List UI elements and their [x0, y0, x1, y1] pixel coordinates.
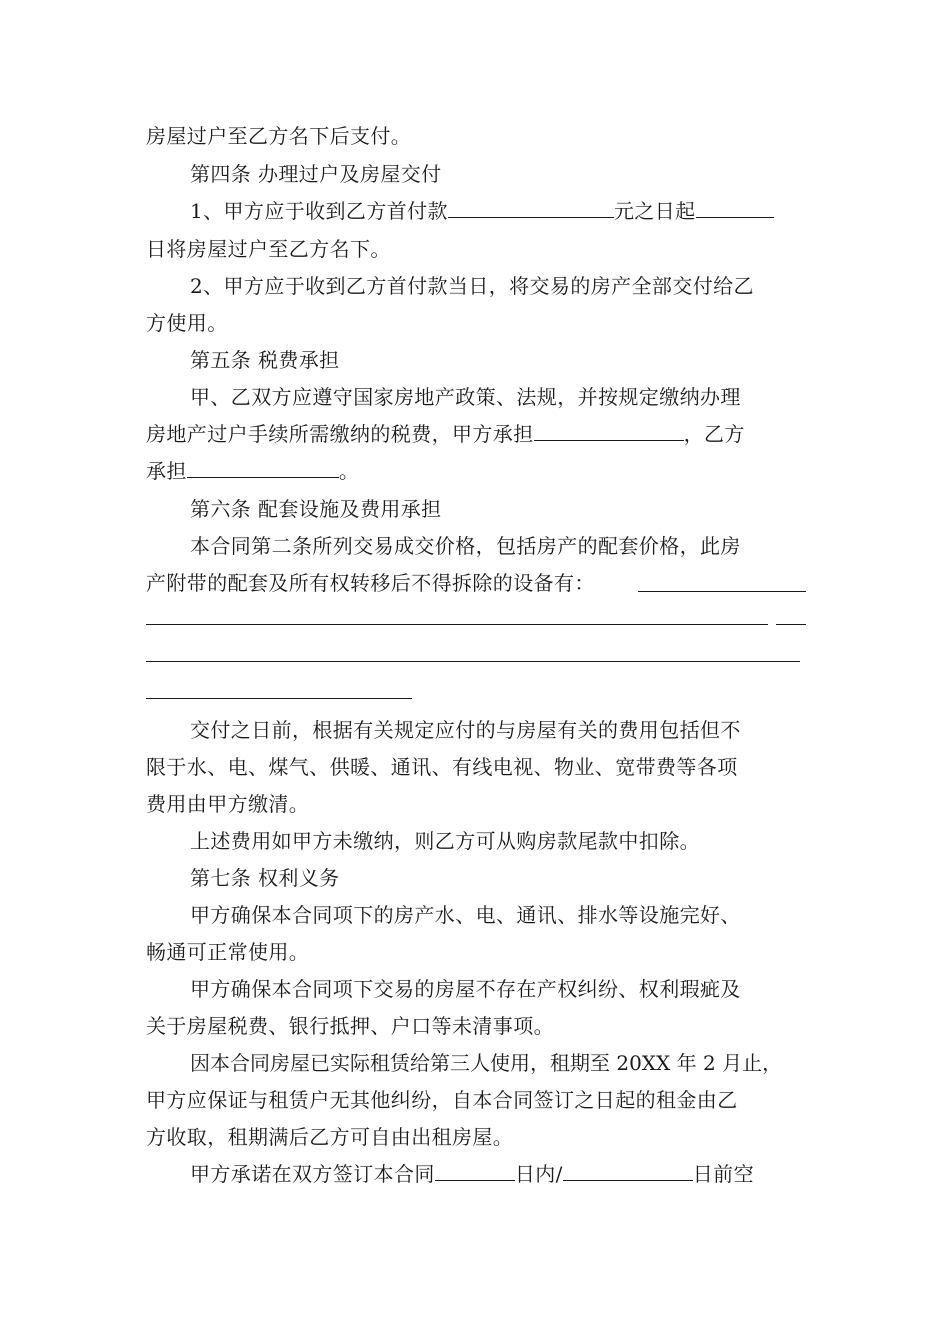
text-run: 关于房屋税费、银行抵押、户口等未清事项。 [146, 1014, 554, 1038]
text-run: 第六条 配套设施及费用承担 [190, 497, 442, 521]
text-line [190, 716, 741, 744]
article-heading [190, 864, 340, 892]
fill-blank [146, 624, 768, 625]
text-run: 甲方确保本合同项下的房产水、电、通讯、排水等设施完好、 [190, 903, 741, 927]
text-run: 承担 [146, 459, 187, 483]
text-run: 产附带的配套及所有权转移后不得拆除的设备有： [146, 571, 595, 595]
text-line [146, 309, 228, 337]
fill-blank [187, 457, 339, 478]
text-run: 日前空 [692, 1162, 754, 1186]
fill-blank [638, 591, 806, 592]
text-line [146, 1086, 738, 1114]
text-line [190, 383, 741, 411]
text-line [190, 1049, 782, 1077]
fill-blank [776, 624, 806, 625]
text-run: 日内/ [514, 1162, 563, 1186]
text-run: 甲方应保证与租赁户无其他纠纷，自本合同签订之日起的租金由乙 [146, 1088, 738, 1112]
text-line [146, 457, 359, 485]
text-line [190, 975, 741, 1003]
text-line [190, 827, 700, 855]
text-line [190, 532, 741, 560]
text-run: 方收取，租期满后乙方可自由出租房屋。 [146, 1125, 514, 1149]
fill-blank [534, 420, 684, 441]
text-line [190, 197, 774, 225]
text-run: 1、甲方应于收到乙方首付款 [190, 199, 448, 223]
fill-blank [435, 1160, 515, 1181]
text-line [146, 1123, 513, 1151]
text-run: 第五条 税费承担 [190, 348, 340, 372]
article-heading [190, 160, 442, 188]
text-run: 方使用。 [146, 311, 228, 335]
text-line [146, 122, 411, 150]
text-run: 房屋过户至乙方名下后支付。 [146, 124, 412, 148]
text-run: 上述费用如甲方未缴纳，则乙方可从购房款尾款中扣除。 [190, 829, 700, 853]
text-line [190, 272, 754, 300]
text-line [146, 753, 738, 781]
fill-blank [146, 661, 800, 662]
text-run: 交付之日前，根据有关规定应付的与房屋有关的费用包括但不 [190, 718, 741, 742]
article-heading [190, 495, 442, 523]
text-line [146, 420, 745, 448]
text-run: 甲方承诺在双方签订本合同 [190, 1162, 435, 1186]
text-line [146, 235, 391, 263]
text-run: 甲、乙双方应遵守国家房地产政策、法规，并按规定缴纳办理 [190, 385, 741, 409]
text-line [146, 1012, 554, 1040]
text-run: 第四条 办理过户及房屋交付 [190, 162, 442, 186]
text-run: ，乙方 [683, 422, 745, 446]
text-run: 本合同第二条所列交易成交价格，包括房产的配套价格，此房 [190, 534, 741, 558]
text-line [190, 901, 741, 929]
text-line [146, 790, 309, 818]
fill-blank [696, 197, 774, 218]
fill-blank [448, 197, 614, 218]
text-line [146, 938, 309, 966]
text-line [190, 1160, 754, 1188]
text-run: 房地产过户手续所需缴纳的税费，甲方承担 [146, 422, 534, 446]
text-run: 畅通可正常使用。 [146, 940, 310, 964]
text-run: 甲方确保本合同项下交易的房屋不存在产权纠纷、权利瑕疵及 [190, 977, 741, 1001]
text-run: 限于水、电、煤气、供暖、通讯、有线电视、物业、宽带费等各项 [146, 755, 738, 779]
text-run: 日将房屋过户至乙方名下。 [146, 237, 391, 261]
text-run: 。 [338, 459, 360, 483]
text-run: 因本合同房屋已实际租赁给第三人使用，租期至 20XX 年 2 月止， [190, 1051, 783, 1075]
text-run: 费用由甲方缴清。 [146, 792, 310, 816]
text-run: 2、甲方应于收到乙方首付款当日，将交易的房产全部交付给乙 [190, 274, 754, 298]
fill-blank [563, 1160, 693, 1181]
text-run: 第七条 权利义务 [190, 866, 340, 890]
text-run: 元之日起 [613, 199, 696, 223]
article-heading [190, 346, 340, 374]
text-line [146, 569, 595, 597]
fill-blank [146, 698, 412, 699]
